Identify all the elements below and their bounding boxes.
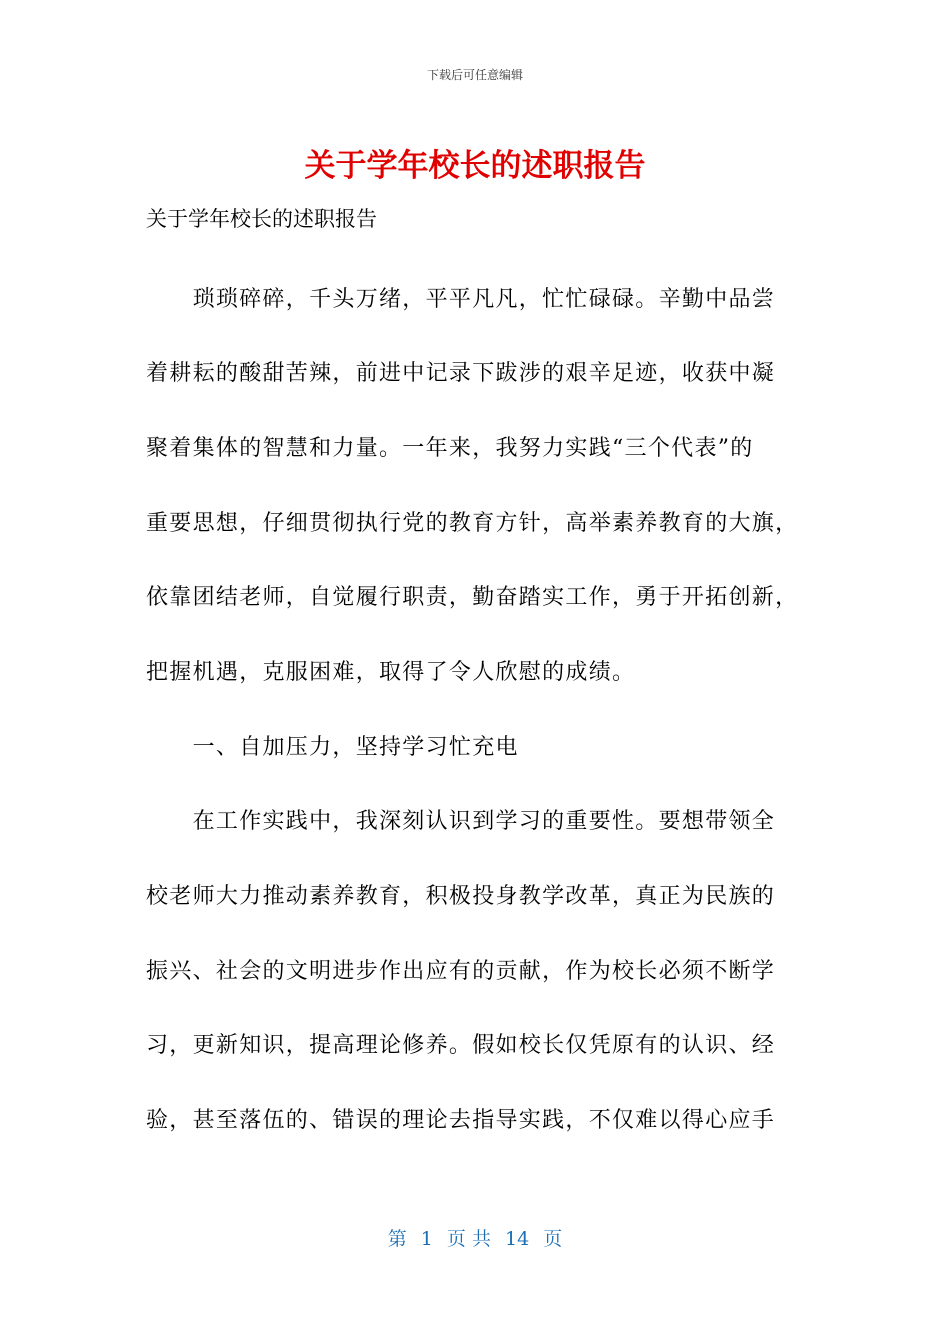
body-line-1: 琐琐碎碎，千头万绪，平平凡凡，忙忙碌碌。辛勤中品尝 xyxy=(146,287,776,312)
footer-total-pages: 14 xyxy=(505,1228,530,1250)
body-line-10: 振兴、社会的文明进步作出应有的贡献，作为校长必须不断学 xyxy=(146,959,776,984)
body-line-4: 重要思想，仔细贯彻执行党的教育方针，高举素养教育的大旗， xyxy=(146,511,799,536)
body-line-9: 校老师大力推动素养教育，积极投身教学改革，真正为民族的 xyxy=(146,884,776,909)
footer-mid: 页 共 xyxy=(446,1228,491,1250)
footer-suffix: 页 xyxy=(543,1228,563,1250)
document-subtitle: 关于学年校长的述职报告 xyxy=(146,207,377,231)
footer-page-number: 1 xyxy=(420,1228,433,1250)
body-line-12: 验，甚至落伍的、错误的理论去指导实践，不仅难以得心应手 xyxy=(146,1108,776,1133)
document-title: 关于学年校长的述职报告 xyxy=(304,148,646,184)
body-line-6: 把握机遇，克服困难，取得了令人欣慰的成绩。 xyxy=(146,660,636,685)
section-heading: 一、自加压力，坚持学习忙充电 xyxy=(146,735,519,760)
body-line-3: 聚着集体的智慧和力量。一年来，我努力实践“三个代表”的 xyxy=(146,436,754,461)
body-line-2: 着耕耘的酸甜苦辣，前进中记录下跋涉的艰辛足迹，收获中凝 xyxy=(146,361,776,386)
body-line-8: 在工作实践中，我深刻认识到学习的重要性。要想带领全 xyxy=(146,809,776,834)
footer-prefix: 第 xyxy=(387,1228,407,1250)
header-note: 下载后可任意编辑 xyxy=(426,68,523,82)
body-line-5: 依靠团结老师，自觉履行职责，勤奋踏实工作，勇于开拓创新， xyxy=(146,585,799,610)
page-footer xyxy=(0,1224,950,1251)
body-line-11: 习，更新知识，提高理论修养。假如校长仅凭原有的认识、经 xyxy=(146,1033,776,1058)
